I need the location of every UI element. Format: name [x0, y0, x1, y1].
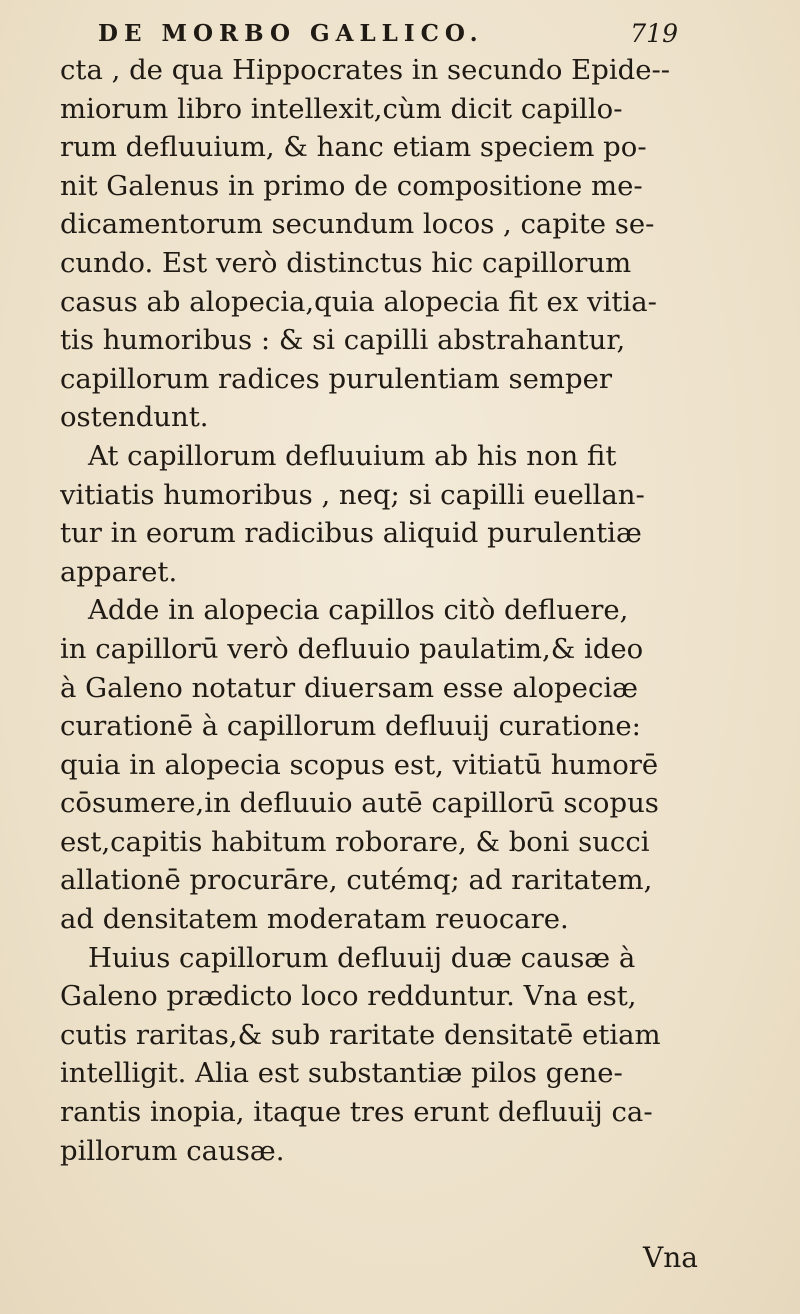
text-line: intelligit. Alia est substantiæ pilos gene- [60, 1057, 623, 1090]
text-line: est,capitis habitum roborare, & boni succi [60, 825, 650, 858]
text-line: à Galeno notatur diuersam esse alopeciæ [60, 671, 638, 704]
text-line: capillorum radices purulentiam semper [60, 362, 612, 395]
text-line: nit Galenus in primo de compositione me- [60, 169, 643, 202]
page-number: 719 [630, 19, 678, 48]
text-line: Adde in alopecia capillos citò defluere, [88, 594, 629, 627]
text-line: rum defluuium, & hanc etiam speciem po- [60, 131, 647, 164]
text-line: pillorum causæ. [60, 1134, 285, 1167]
text-line: dicamentorum secundum locos , capite se- [60, 208, 655, 241]
running-head [98, 20, 678, 48]
text-line: Huius capillorum defluuij duæ causæ à [88, 941, 636, 974]
text-line: ostendunt. [60, 401, 209, 434]
catchword: Vna [643, 1241, 698, 1274]
text-line: apparet. [60, 555, 178, 588]
running-head-title: DE MORBO GALLICO. [98, 20, 484, 47]
text-line: casus ab alopecia,quia alopecia fit ex vitia- [60, 285, 657, 318]
text-line: curationē à capillorum defluuij curatione: [60, 710, 641, 743]
text-line: vitiatis humoribus , neq; si capilli euellan- [60, 478, 645, 511]
body-text [60, 51, 690, 1170]
text-line: in capillorū verò defluuio paulatim,& ideo [60, 632, 644, 665]
text-line: cōsumere,in defluuio autē capillorū scopus [60, 787, 659, 820]
text-line: ad densitatem moderatam reuocare. [60, 903, 569, 936]
text-line: allationē procurāre, cutémq; ad raritatem, [60, 864, 653, 897]
text-line: cundo. Est verò distinctus hic capillorum [60, 246, 632, 279]
text-line: quia in alopecia scopus est, vitiatū humorē [60, 748, 659, 781]
text-line: tur in eorum radicibus aliquid purulentiæ [60, 517, 642, 550]
text-line: cta , de qua Hippocrates in secundo Epide-- [60, 54, 671, 86]
text-line: At capillorum defluuium ab his non fit [88, 439, 617, 472]
text-line: rantis inopia, itaque tres erunt defluuij ca- [60, 1096, 653, 1129]
text-line: tis humoribus : & si capilli abstrahantur, [60, 324, 626, 357]
text-line: miorum libro intellexit,cùm dicit capillo- [60, 92, 623, 125]
text-line: cutis raritas,& sub raritate densitatē etiam [60, 1018, 661, 1051]
text-line: Galeno prædicto loco redduntur. Vna est, [60, 980, 637, 1013]
